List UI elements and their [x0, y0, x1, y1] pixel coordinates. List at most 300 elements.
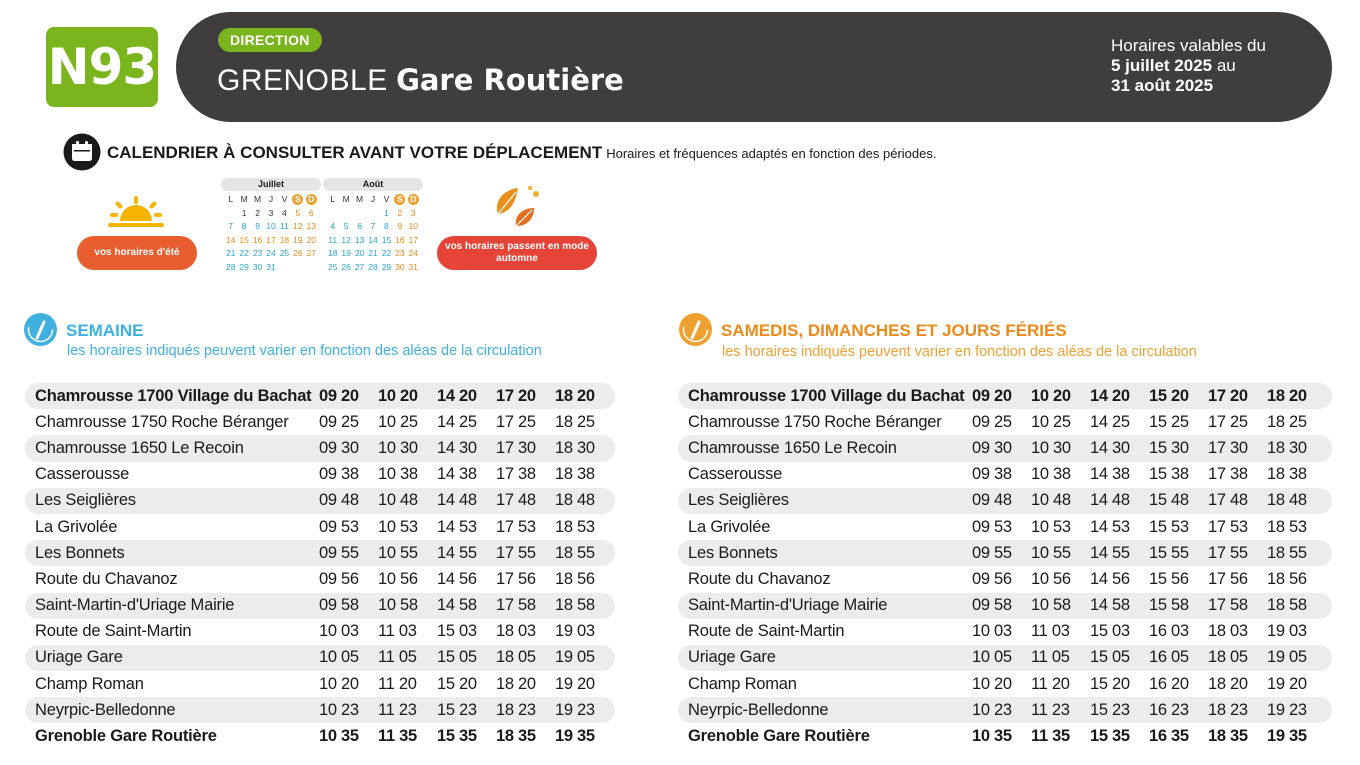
- calendar-day: [353, 207, 366, 221]
- departure-time: 17 53: [1208, 517, 1248, 536]
- calendar-day: 26: [293, 248, 303, 258]
- departure-time: 17 53: [496, 517, 536, 536]
- calendar-day: 18: [279, 234, 290, 245]
- stop-name: Les Seiglières: [688, 491, 789, 510]
- departure-time: 18 48: [1267, 491, 1307, 510]
- calendar-day: 14: [225, 234, 236, 245]
- table-row: [25, 435, 615, 461]
- weekday-section-title: SEMAINE: [66, 321, 144, 340]
- calendar-day: 24: [266, 248, 276, 258]
- stop-name: Neyrpic-Belledonne: [688, 700, 829, 719]
- departure-time: 10 20: [378, 386, 418, 405]
- departure-time: 10 20: [972, 674, 1012, 693]
- table-row: [25, 619, 615, 645]
- calendar-notice-subtitle: Horaires et fréquences adaptés en fonction des périodes.: [606, 146, 937, 161]
- departure-time: 15 55: [1149, 543, 1189, 562]
- weekend-section-title: SAMEDIS, DIMANCHES ET JOURS FÉRIÉS: [721, 321, 1067, 340]
- calendar-day: 2: [397, 207, 403, 218]
- destination-city: GRENOBLE: [217, 64, 388, 97]
- direction-label: DIRECTION: [218, 28, 322, 52]
- table-row: [25, 514, 615, 540]
- departure-time: 18 35: [1208, 727, 1248, 746]
- departure-time: 18 03: [496, 622, 536, 641]
- stop-name: Casserousse: [688, 465, 783, 484]
- table-row: [25, 409, 615, 435]
- calendar-day: 21: [368, 248, 378, 258]
- stop-name: Uriage Gare: [35, 648, 123, 667]
- departure-time: 09 25: [972, 412, 1012, 431]
- departure-time: 11 35: [378, 727, 417, 746]
- departure-time: 15 56: [1149, 569, 1189, 588]
- departure-time: 17 58: [496, 596, 536, 615]
- departure-time: 10 55: [1031, 543, 1071, 562]
- destination-title: [217, 60, 624, 101]
- calendar-day: 24: [408, 248, 419, 258]
- calendar-day: 29: [381, 261, 392, 272]
- stop-name: Champ Roman: [688, 674, 797, 693]
- weekday-header: J: [370, 194, 376, 204]
- departure-time: 17 48: [496, 491, 536, 510]
- departure-time: 17 38: [1208, 465, 1248, 484]
- departure-time: 17 58: [1208, 596, 1248, 615]
- departure-time: 10 53: [1031, 517, 1071, 536]
- departure-time: 10 56: [378, 569, 418, 588]
- calendar-day: 8: [241, 221, 247, 231]
- departure-time: 18 56: [555, 569, 595, 588]
- weekday-header: L: [228, 194, 234, 204]
- table-row: [678, 723, 1332, 749]
- departure-time: 17 56: [496, 569, 536, 588]
- table-row: [678, 566, 1332, 592]
- destination-station: Gare Routière: [396, 63, 624, 97]
- departure-time: 09 20: [972, 386, 1012, 405]
- departure-time: 09 48: [319, 491, 359, 510]
- departure-time: 16 05: [1149, 648, 1189, 667]
- stop-name: Grenoble Gare Routière: [35, 727, 217, 746]
- departure-time: 16 35: [1149, 727, 1189, 746]
- line-number-badge: N93: [46, 27, 158, 107]
- departure-time: 10 05: [319, 648, 359, 667]
- departure-time: 15 03: [1090, 622, 1130, 641]
- table-row: [25, 488, 615, 514]
- calendar-day: 23: [395, 248, 405, 258]
- calendar-day: 6: [357, 221, 362, 231]
- departure-time: 15 20: [1149, 386, 1189, 405]
- departure-time: 14 48: [1090, 491, 1130, 510]
- calendar-day: 31: [266, 261, 276, 272]
- departure-time: 19 20: [555, 674, 595, 693]
- weekday-header: D: [306, 194, 317, 205]
- calendar-day: 8: [384, 221, 389, 231]
- departure-time: 19 20: [1267, 674, 1307, 693]
- weekday-header: J: [268, 194, 274, 204]
- departure-time: 18 03: [1208, 622, 1248, 641]
- departure-time: 14 56: [437, 569, 477, 588]
- calendar-day: 17: [266, 234, 276, 245]
- departure-time: 10 05: [972, 648, 1012, 667]
- departure-time: 18 58: [1267, 596, 1307, 615]
- calendar-day: 20: [306, 234, 317, 245]
- weekday-header: M: [356, 194, 364, 204]
- calendar-day: 23: [252, 248, 263, 258]
- table-row: [678, 462, 1332, 488]
- weekday-header: V: [281, 194, 288, 204]
- weekday-clock-icon: [24, 313, 57, 346]
- weekend-timetable: [678, 383, 1332, 750]
- calendar-day: 4: [330, 221, 336, 231]
- calendar-day: 1: [241, 207, 247, 218]
- month-name: Août: [323, 178, 423, 191]
- weekday-header: M: [342, 194, 350, 204]
- departure-time: 18 38: [555, 465, 595, 484]
- departure-time: 19 05: [1267, 648, 1307, 667]
- departure-time: 10 38: [378, 465, 418, 484]
- autumn-schedule-legend: vos horaires passent en mode automne: [437, 236, 597, 270]
- table-row: [678, 540, 1332, 566]
- departure-time: 15 20: [437, 674, 477, 693]
- calendar-day: [339, 207, 352, 221]
- departure-time: 17 20: [1208, 386, 1248, 405]
- calendar-day: [305, 261, 318, 275]
- calendar-day: 16: [395, 234, 405, 245]
- departure-time: 18 35: [496, 727, 536, 746]
- departure-time: 11 05: [1031, 648, 1070, 667]
- calendar-day: 20: [354, 248, 365, 258]
- departure-time: 11 03: [1031, 622, 1070, 641]
- departure-time: 16 23: [1149, 700, 1189, 719]
- table-row: [678, 409, 1332, 435]
- departure-time: 19 03: [555, 622, 595, 641]
- departure-time: 09 53: [972, 517, 1012, 536]
- departure-time: 19 23: [1267, 700, 1307, 719]
- calendar-day: 19: [341, 248, 351, 258]
- departure-time: 09 53: [319, 517, 359, 536]
- calendar-day: 29: [239, 261, 249, 272]
- calendar-day: 28: [368, 261, 378, 272]
- departure-time: 17 30: [1208, 438, 1248, 457]
- calendar-day: 19: [293, 234, 303, 245]
- departure-time: 18 55: [555, 543, 595, 562]
- departure-time: 10 30: [378, 438, 418, 457]
- calendar-day: 25: [279, 248, 290, 258]
- departure-time: 15 30: [1149, 438, 1189, 457]
- table-row: [678, 593, 1332, 619]
- departure-time: 18 20: [555, 386, 595, 405]
- calendar-notice-title: CALENDRIER À CONSULTER AVANT VOTRE DÉPLACEMENT: [107, 143, 603, 162]
- departure-time: 16 03: [1149, 622, 1189, 641]
- calendar-day: 2: [255, 207, 260, 218]
- departure-time: 19 35: [555, 727, 595, 746]
- departure-time: 10 53: [378, 517, 418, 536]
- departure-time: 10 35: [319, 727, 359, 746]
- calendar-day: 30: [252, 261, 263, 272]
- weekday-header: M: [240, 194, 248, 204]
- table-row: [678, 671, 1332, 697]
- stop-name: La Grivolée: [35, 517, 118, 536]
- stop-name: Chamrousse 1700 Village du Bachat: [35, 386, 312, 405]
- calendar-day: 7: [228, 221, 234, 231]
- departure-time: 15 23: [1090, 700, 1130, 719]
- calendar-day: 6: [308, 207, 314, 218]
- calendar-day: 10: [408, 221, 419, 231]
- stop-name: Chamrousse 1750 Roche Béranger: [35, 412, 289, 431]
- summer-schedule-legend: vos horaires d'été: [77, 236, 197, 270]
- validity-period: [1111, 36, 1266, 96]
- weekend-section-subtitle: les horaires indiqués peuvent varier en fonction des aléas de la circulation: [722, 344, 1197, 360]
- departure-time: 10 23: [972, 700, 1012, 719]
- departure-time: 14 55: [1090, 543, 1130, 562]
- departure-time: 18 05: [1208, 648, 1248, 667]
- calendar-icon: [63, 133, 101, 171]
- calendar-day: 28: [225, 261, 236, 272]
- table-row: [678, 514, 1332, 540]
- calendar-day: 17: [408, 234, 419, 245]
- departure-time: 10 55: [378, 543, 418, 562]
- table-row: [25, 697, 615, 723]
- departure-time: 15 03: [437, 622, 477, 641]
- stop-name: Uriage Gare: [688, 648, 776, 667]
- stop-name: Neyrpic-Belledonne: [35, 700, 176, 719]
- table-row: [25, 566, 615, 592]
- validity-au: au: [1212, 56, 1236, 75]
- month-grid: [221, 193, 321, 274]
- departure-time: 11 23: [1031, 700, 1070, 719]
- month-name: Juillet: [221, 178, 321, 191]
- calendar-day: 10: [266, 221, 276, 231]
- departure-time: 11 03: [378, 622, 417, 641]
- departure-time: 18 53: [555, 517, 595, 536]
- weekday-header: D: [408, 194, 419, 205]
- departure-time: 18 25: [1267, 412, 1307, 431]
- calendar-day: 5: [295, 207, 301, 218]
- departure-time: 18 30: [1267, 438, 1307, 457]
- departure-time: 11 20: [1031, 674, 1070, 693]
- departure-time: 09 55: [972, 543, 1012, 562]
- departure-time: 19 35: [1267, 727, 1307, 746]
- departure-time: 17 56: [1208, 569, 1248, 588]
- stop-name: Les Seiglières: [35, 491, 136, 510]
- table-row: [678, 645, 1332, 671]
- calendar-day: [278, 261, 291, 275]
- departure-time: 14 56: [1090, 569, 1130, 588]
- departure-time: 14 20: [437, 386, 477, 405]
- departure-time: 15 35: [437, 727, 477, 746]
- table-row: [25, 462, 615, 488]
- validity-end-date: 31 août 2025: [1111, 76, 1214, 95]
- departure-time: 10 20: [319, 674, 359, 693]
- departure-time: 17 48: [1208, 491, 1248, 510]
- departure-time: 09 38: [972, 465, 1012, 484]
- departure-time: 14 53: [437, 517, 477, 536]
- weekday-header: L: [330, 194, 336, 204]
- table-row: [678, 383, 1332, 409]
- departure-time: 15 48: [1149, 491, 1189, 510]
- departure-time: 17 20: [496, 386, 536, 405]
- departure-time: 10 25: [378, 412, 418, 431]
- table-row: [25, 593, 615, 619]
- departure-time: 17 55: [1208, 543, 1248, 562]
- weekend-clock-icon: [679, 313, 712, 346]
- departure-time: 11 20: [378, 674, 417, 693]
- departure-time: 18 56: [1267, 569, 1307, 588]
- departure-time: 09 25: [319, 412, 359, 431]
- departure-time: 15 38: [1149, 465, 1189, 484]
- stop-name: Saint-Martin-d'Uriage Mairie: [688, 596, 888, 615]
- sun-icon: [104, 194, 168, 230]
- departure-time: 15 58: [1149, 596, 1189, 615]
- validity-line1: Horaires valables du: [1111, 36, 1266, 55]
- calendar-day: 22: [381, 248, 392, 258]
- departure-time: 15 20: [1090, 674, 1130, 693]
- departure-time: 14 58: [437, 596, 477, 615]
- calendar-day: 5: [343, 221, 349, 231]
- weekday-header: S: [394, 194, 405, 205]
- table-row: [25, 645, 615, 671]
- stop-name: Grenoble Gare Routière: [688, 727, 870, 746]
- departure-time: 18 30: [555, 438, 595, 457]
- departure-time: 18 48: [555, 491, 595, 510]
- calendar-day: 9: [255, 221, 260, 231]
- departure-time: 18 25: [555, 412, 595, 431]
- departure-time: 15 25: [1149, 412, 1189, 431]
- stop-name: La Grivolée: [688, 517, 771, 536]
- departure-time: 09 56: [972, 569, 1012, 588]
- departure-time: 14 48: [437, 491, 477, 510]
- departure-time: 14 20: [1090, 386, 1130, 405]
- calendar-day: 30: [395, 261, 405, 272]
- departure-time: 10 30: [1031, 438, 1071, 457]
- departure-time: 09 55: [319, 543, 359, 562]
- departure-time: 18 23: [496, 700, 536, 719]
- departure-time: 17 55: [496, 543, 536, 562]
- stop-name: Chamrousse 1650 Le Recoin: [35, 438, 244, 457]
- departure-time: 17 25: [496, 412, 536, 431]
- calendar-day: 25: [327, 261, 338, 272]
- departure-time: 11 05: [378, 648, 417, 667]
- calendar-day: 27: [306, 248, 317, 258]
- calendar-day: 26: [341, 261, 351, 272]
- calendar-day: 13: [306, 221, 317, 231]
- calendar-day: 12: [341, 234, 351, 245]
- departure-time: 15 05: [1090, 648, 1130, 667]
- departure-time: 14 38: [437, 465, 477, 484]
- departure-time: 14 25: [1090, 412, 1130, 431]
- departure-time: 17 25: [1208, 412, 1248, 431]
- weekday-header: V: [383, 194, 390, 204]
- calendar-day: 11: [328, 234, 338, 245]
- departure-time: 18 20: [496, 674, 536, 693]
- departure-time: 19 05: [555, 648, 595, 667]
- stop-name: Saint-Martin-d'Uriage Mairie: [35, 596, 235, 615]
- calendar-day: 15: [381, 234, 392, 245]
- calendar-day: 27: [354, 261, 365, 272]
- stop-name: Les Bonnets: [688, 543, 778, 562]
- departure-time: 10 58: [378, 596, 418, 615]
- validity-start-date: 5 juillet 2025: [1111, 56, 1213, 75]
- stop-name: Chamrousse 1650 Le Recoin: [688, 438, 897, 457]
- departure-time: 18 58: [555, 596, 595, 615]
- departure-time: 10 58: [1031, 596, 1071, 615]
- departure-time: 10 20: [1031, 386, 1071, 405]
- stop-name: Chamrousse 1700 Village du Bachat: [688, 386, 965, 405]
- calendar-day: 7: [370, 221, 376, 231]
- departure-time: 09 20: [319, 386, 359, 405]
- calendar-day: 11: [280, 221, 289, 231]
- departure-time: 15 05: [437, 648, 477, 667]
- departure-time: 14 30: [1090, 438, 1130, 457]
- table-row: [678, 619, 1332, 645]
- table-row: [678, 435, 1332, 461]
- departure-time: 19 23: [555, 700, 595, 719]
- month-july: [221, 178, 321, 274]
- calendar-day: 1: [384, 207, 389, 218]
- departure-time: 15 23: [437, 700, 477, 719]
- stop-name: Champ Roman: [35, 674, 144, 693]
- calendar-day: [326, 207, 339, 221]
- departure-time: 18 20: [1267, 386, 1307, 405]
- departure-time: 09 30: [319, 438, 359, 457]
- table-row: [25, 671, 615, 697]
- departure-time: 10 56: [1031, 569, 1071, 588]
- departure-time: 14 30: [437, 438, 477, 457]
- departure-time: 10 23: [319, 700, 359, 719]
- departure-time: 18 38: [1267, 465, 1307, 484]
- calendar-day: 4: [282, 207, 287, 218]
- departure-time: 10 38: [1031, 465, 1071, 484]
- departure-time: 11 35: [1031, 727, 1070, 746]
- calendar-day: [224, 207, 237, 221]
- departure-time: 18 55: [1267, 543, 1307, 562]
- departure-time: 18 23: [1208, 700, 1248, 719]
- stop-name: Route du Chavanoz: [35, 569, 178, 588]
- departure-time: 11 23: [378, 700, 417, 719]
- departure-time: 09 58: [972, 596, 1012, 615]
- calendar-day: 16: [252, 234, 263, 245]
- calendar-day: 13: [354, 234, 365, 245]
- month-grid: [323, 193, 423, 274]
- calendar-day: 31: [408, 261, 419, 272]
- departure-time: 14 38: [1090, 465, 1130, 484]
- table-row: [25, 540, 615, 566]
- weekday-header: M: [254, 194, 262, 204]
- stop-name: Chamrousse 1750 Roche Béranger: [688, 412, 942, 431]
- departure-time: 10 03: [319, 622, 359, 641]
- calendar-day: 14: [368, 234, 378, 245]
- departure-time: 09 56: [319, 569, 359, 588]
- calendar-day: [366, 207, 379, 221]
- month-august: [323, 178, 423, 274]
- departure-time: 17 38: [496, 465, 536, 484]
- weekday-timetable: [25, 383, 615, 750]
- departure-time: 14 25: [437, 412, 477, 431]
- table-row: [678, 697, 1332, 723]
- calendar-day: 9: [397, 221, 403, 231]
- departure-time: 15 35: [1090, 727, 1130, 746]
- weekday-header: S: [292, 194, 303, 205]
- departure-time: 17 30: [496, 438, 536, 457]
- departure-time: 14 53: [1090, 517, 1130, 536]
- departure-time: 10 48: [1031, 491, 1071, 510]
- departure-time: 10 35: [972, 727, 1012, 746]
- stop-name: Route du Chavanoz: [688, 569, 831, 588]
- departure-time: 15 53: [1149, 517, 1189, 536]
- calendar-day: 21: [225, 248, 236, 258]
- calendar-day: 3: [268, 207, 274, 218]
- departure-time: 18 53: [1267, 517, 1307, 536]
- autumn-leaves-icon: [490, 184, 546, 232]
- calendar-notice: [107, 143, 936, 163]
- stop-name: Route de Saint-Martin: [688, 622, 845, 641]
